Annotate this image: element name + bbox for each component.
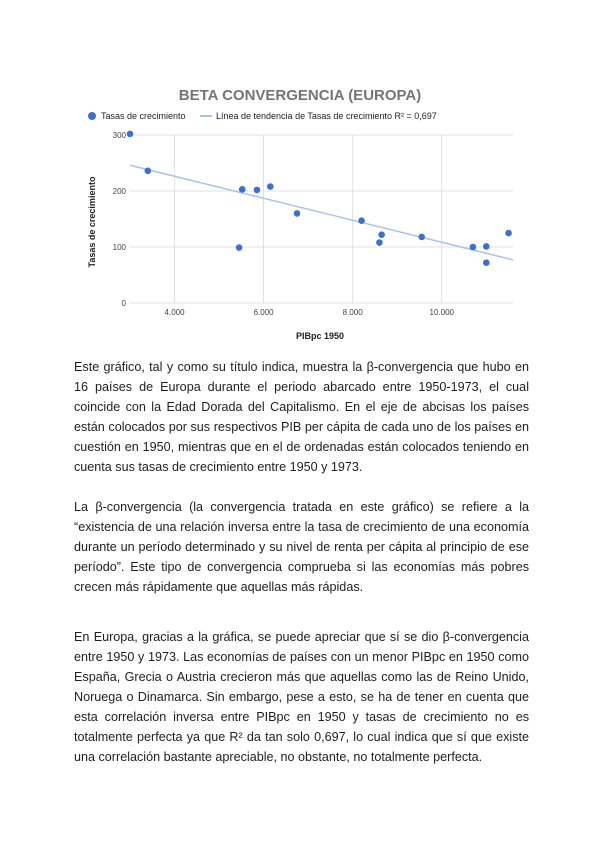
data-point-9 bbox=[376, 239, 383, 246]
data-point-15 bbox=[505, 230, 512, 237]
data-point-10 bbox=[378, 231, 385, 238]
x-tick-label-4.000: 4.000 bbox=[164, 308, 185, 317]
beta-convergence-chart bbox=[0, 0, 600, 350]
trendline bbox=[130, 165, 513, 260]
data-point-14 bbox=[483, 243, 490, 250]
data-point-12 bbox=[470, 244, 477, 251]
data-point-5 bbox=[254, 187, 261, 194]
x-tick-label-10.000: 10.000 bbox=[429, 308, 454, 317]
y-tick-label-0: 0 bbox=[121, 299, 126, 308]
chart-title: BETA CONVERGENCIA (EUROPA) bbox=[178, 87, 422, 104]
data-point-2 bbox=[145, 168, 152, 175]
x-axis-label: PIBpc 1950 bbox=[295, 331, 345, 341]
legend-points-label: Tasas de crecimiento bbox=[101, 111, 186, 121]
chart-legend bbox=[88, 111, 437, 121]
y-axis-label: Tasas de crecimiento bbox=[87, 176, 97, 268]
data-point-6 bbox=[267, 183, 274, 190]
x-tick-label-6.000: 6.000 bbox=[253, 308, 274, 317]
y-tick-label-300: 300 bbox=[112, 131, 126, 140]
chart-gridlines bbox=[130, 135, 513, 303]
data-point-1 bbox=[127, 131, 134, 138]
data-point-7 bbox=[294, 210, 301, 217]
legend-points-marker bbox=[88, 112, 96, 120]
legend-trendline-label: Línea de tendencia de Tasas de crecimiento R² = 0,697 bbox=[216, 111, 437, 121]
data-point-13 bbox=[483, 259, 490, 266]
paragraph-chart-description: Este gráfico, tal y como su título indica, muestra la β-convergencia que hubo en 16 países de Europa durante el periodo abarcado entre 1950-1973, el cual coincide con la Edad Dorada del Capitalismo. En el eje de abcisas los países están colocados por sus respectivos PIB per cápita de cada uno de los países en cuestión en 1950, mientras que en el de ordenadas están colocados teniendo en cuenta sus tasas de crecimiento entre 1950 y 1973. bbox=[74, 360, 529, 474]
data-point-11 bbox=[418, 234, 425, 241]
paragraph-europe-analysis: En Europa, gracias a la gráfica, se puede apreciar que sí se dio β-convergencia entre 1950 y 1973. Las economías de países con un menor PIBpc en 1950 como España, Grecia o Austria crecieron más que aquellas como las de Reino Unido, Noruega o Dinamarca. Sin embargo, pese a esto, se ha de tener en cuenta que esta correlación inversa entre PIBpc en 1950 y tasas de crecimiento no es totalmente perfecta ya que R² da tan solo 0,697, lo cual indica que sí que existe una correlación bastante apreciable, no obstante, no totalmente perfecta. bbox=[74, 630, 529, 764]
y-tick-label-100: 100 bbox=[112, 243, 126, 252]
chart-trendline-layer bbox=[130, 165, 513, 260]
chart-tick-labels bbox=[113, 131, 455, 317]
y-tick-label-200: 200 bbox=[112, 187, 126, 196]
data-point-3 bbox=[236, 244, 243, 251]
paragraph-beta-convergence-definition: La β-convergencia (la convergencia tratada en este gráfico) se refiere a la “existencia de una relación inversa entre la tasa de crecimiento de una economía durante un período determinado y su nivel de renta per cápita al principio de ese período”. Este tipo de convergencia comprueba si las economías más pobres crecen más rápidamente que aquellas más rápidas. bbox=[74, 500, 529, 594]
data-point-8 bbox=[358, 217, 365, 224]
data-point-4 bbox=[239, 186, 246, 193]
x-tick-label-8.000: 8.000 bbox=[342, 308, 363, 317]
